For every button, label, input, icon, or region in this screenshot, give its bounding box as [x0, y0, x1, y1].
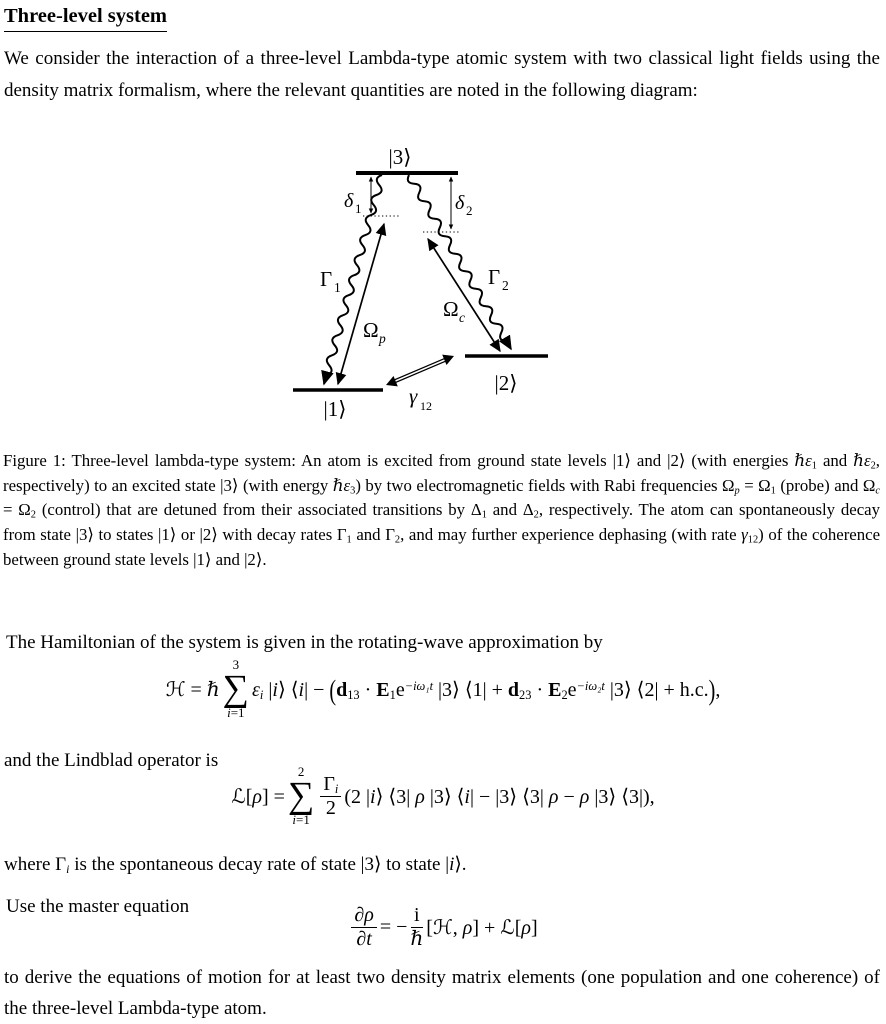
probe-rabi-label: Ω — [363, 318, 379, 342]
figure-caption: Figure 1: Three-level lambda-type system: An atom is excited from ground state levels |1⟩ and |2⟩ (with energies ℏε$_1$ and ℏε$_2$, respectively) to an excited state |3⟩ (with energy ℏε$_3$) by two electromagnetic fields with Rabi frequencies $\Omega_p = \Omega_1$ (probe) and $\Omega_c = \Omega_2$ (control) that are detuned from their associated transitions by $\Delta_1$ and $\Delta_2$, respectively. The atom can spontaneously decay from state |3⟩ to states |1⟩ or |2⟩ with decay rates $\Gamma_1$ and $\Gamma_2$, and may further experience dephasing (with rate $\gamma_{12}$) of the coherence between ground state levels |1⟩ and |2⟩. — [3, 451, 881, 569]
intro-paragraph: We consider the interaction of a three-level Lambda-type atomic system with two classical light fields using the density matrix formalism, where the relevant quantities are noted in the following diagram: — [4, 48, 880, 101]
probe-rabi-sub: p — [379, 331, 386, 346]
hamiltonian-equation — [0, 658, 886, 721]
ground-level-1-label: |1⟩ — [323, 397, 347, 421]
decay-rate-note-paragraph: where $\Gamma_i$ is the spontaneous decay rate of state |3⟩ to state |i⟩. — [4, 854, 467, 876]
lindblad-intro-paragraph: and the Lindblad operator is — [4, 750, 219, 771]
dephasing-sub: 12 — [420, 399, 432, 413]
detuning-delta2-sub: 2 — [466, 203, 473, 218]
ground-level-2-label: |2⟩ — [494, 371, 518, 395]
control-rabi-arrow — [428, 239, 500, 351]
control-rabi-label: Ω — [443, 297, 459, 321]
master-equation-intro-paragraph: Use the master equation — [6, 896, 190, 917]
master-equation: $\frac{\partial\rho}{\partial t}$ = − $\frac{i}{\text{ℏ}}$ [ℋ, ρ] + ℒ[ρ] — [0, 905, 886, 950]
master-rhs: [ℋ, ρ] + ℒ[ρ] — [426, 917, 538, 939]
excited-level-label: |3⟩ — [388, 145, 412, 169]
hamiltonian-intro-paragraph: The Hamiltonian of the system is given in the rotating-wave approximation by — [6, 632, 603, 653]
decay-gamma2-sub: 2 — [502, 278, 509, 293]
dephasing-label: γ — [409, 384, 418, 408]
decay-gamma1-label: Γ — [320, 267, 333, 291]
decay-gamma1-sub: 1 — [334, 280, 341, 295]
page-title: Three-level system — [4, 5, 167, 32]
lindblad-rhs: (2 |i⟩ ⟨3| ρ |3⟩ ⟨i| − |3⟩ ⟨3| ρ − ρ |3⟩ ⟨3|), — [344, 785, 655, 808]
lindblad-equation — [0, 765, 886, 828]
lindblad-lhs: ℒ[ρ] = — [231, 785, 285, 808]
hamiltonian-lhs: ℋ = ℏ — [165, 678, 220, 701]
detuning-delta2-label: δ — [455, 192, 465, 214]
decay-gamma2-label: Γ — [488, 265, 501, 289]
sum-symbol: 3 ∑ i=1 — [222, 657, 250, 721]
control-rabi-sub: c — [459, 310, 465, 325]
closing-paragraph: to derive the equations of motion for at least two density matrix elements (one population and one coherence) of the three-level Lambda-type atom. — [4, 967, 880, 1019]
detuning-delta1-label: δ — [344, 190, 354, 212]
drho-dt-fraction: $\frac{\partial\rho}{\partial t}$ — [351, 905, 376, 950]
hamiltonian-rhs: $\varepsilon_i$ |i⟩ ⟨i| − ($d_{13} \cdot E_1e^{-i\omega_1t}$ |3⟩ ⟨1| + $d_{23} \cdot E_2e^{-i\omega_2t}$ |3⟩ ⟨2| + h.c.), — [252, 675, 721, 707]
detuning-delta1-sub: 1 — [355, 201, 362, 216]
lambda-system-diagram — [278, 134, 608, 446]
sum-symbol: 2 ∑ i=1 — [287, 764, 315, 828]
i-over-hbar-fraction: $\frac{i}{\text{ℏ}}$ — [410, 904, 424, 950]
dephasing-double-arrow — [386, 355, 454, 387]
gamma-over-2-fraction: $\frac{\Gamma_i}{2}$ — [320, 774, 341, 819]
